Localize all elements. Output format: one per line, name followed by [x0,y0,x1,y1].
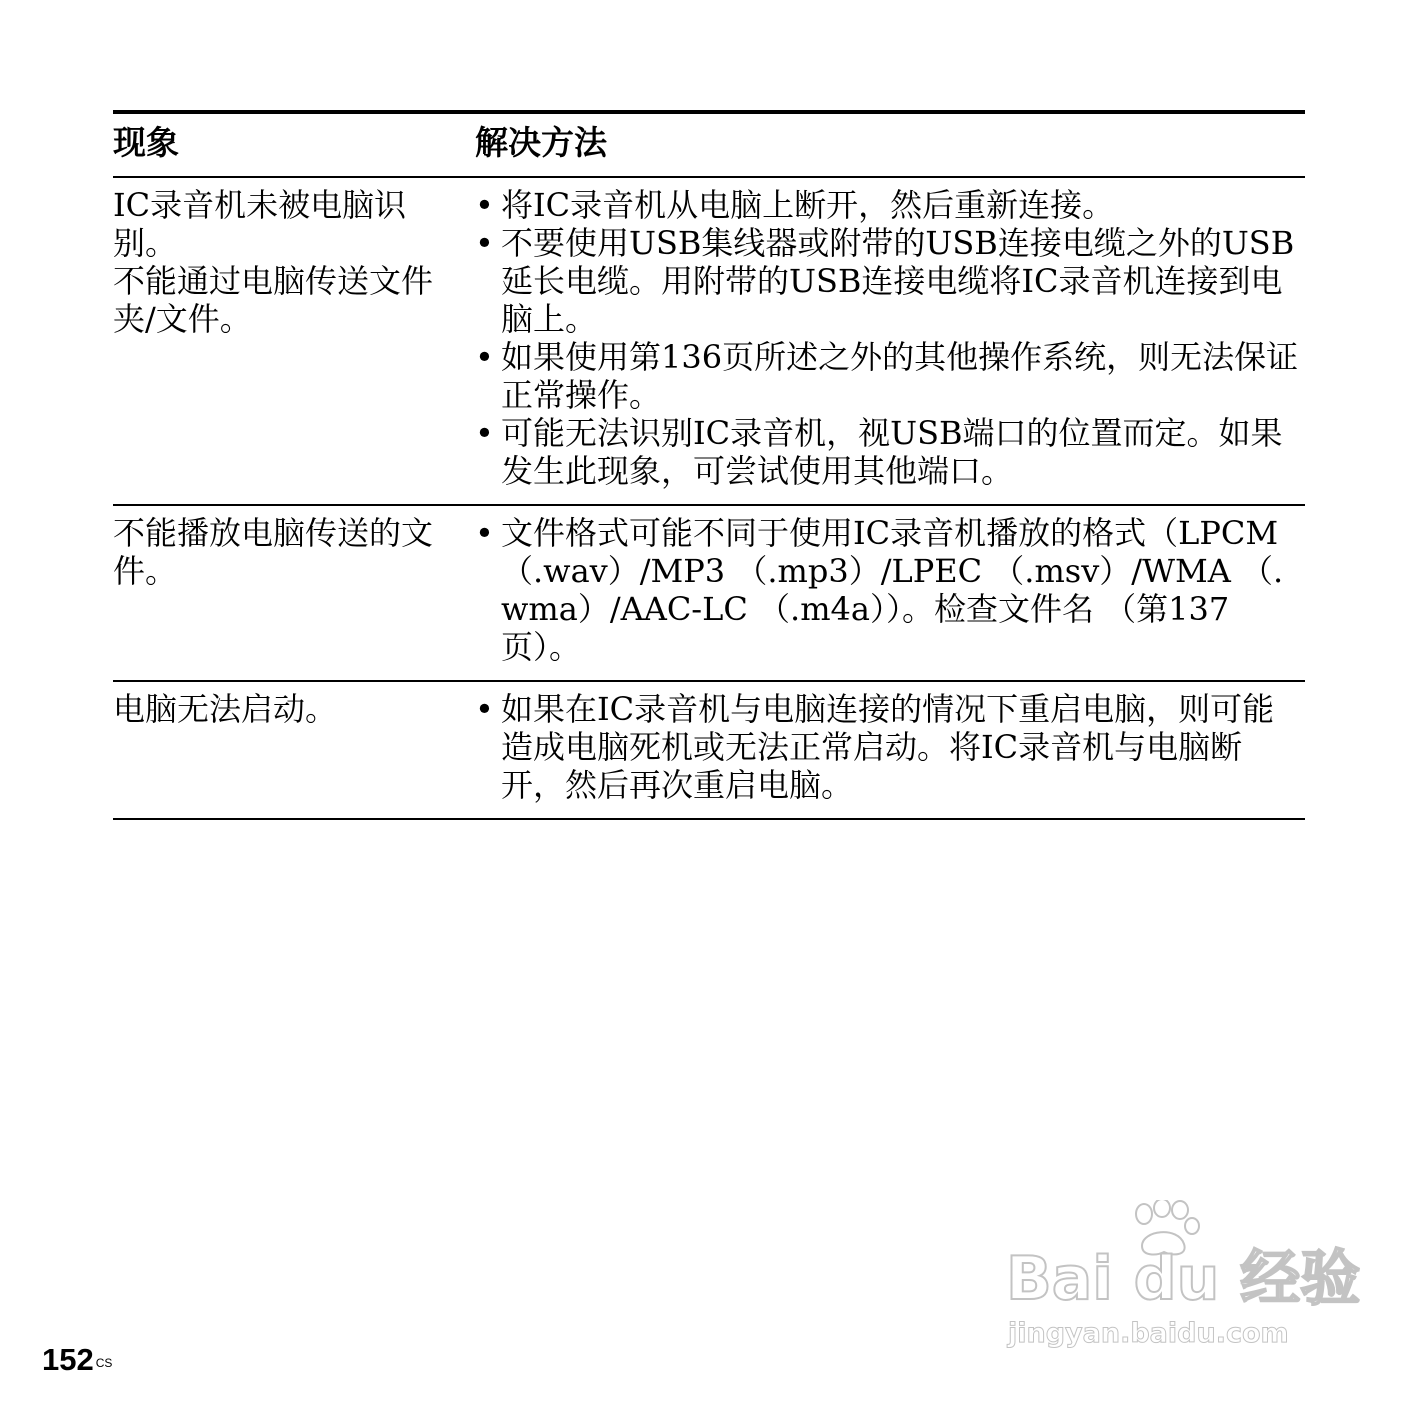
symptom-text: IC录音机未被电脑识别。 [113,186,407,262]
troubleshooting-table [113,114,1305,820]
solution-cell [475,177,1305,505]
page-number [42,1342,112,1378]
solution-item: • 如果使用第136页所述之外的其他操作系统，则无法保证正常操作。 [501,338,1305,414]
page-number-value: 152 [42,1342,94,1377]
solution-list [475,186,1305,490]
page-number-suffix: CS [95,1356,113,1370]
table-row [113,505,1305,681]
symptom-cell [113,505,475,681]
solution-cell [475,681,1305,819]
solution-item: • 将IC录音机从电脑上断开，然后重新连接。 [501,186,1305,224]
watermark-brand: Bai du 经验 [1006,1244,1361,1314]
symptom-cell [113,681,475,819]
solution-item: • 文件格式可能不同于使用IC录音机播放的格式（LPCM （.wav）/MP3 （.mp3）/LPEC （.msv）/WMA （.wma）/AAC-LC （.m4a））。检查文件名 （第137页）。 [501,514,1305,666]
symptom-cell [113,177,475,505]
solution-item: • 不要使用USB集线器或附带的USB连接电缆之外的USB延长电缆。用附带的USB连接电缆将IC录音机连接到电脑上。 [501,224,1305,338]
symptom-text: 不能通过电脑传送文件夹/文件。 [113,262,434,338]
solution-item: • 可能无法识别IC录音机，视USB端口的位置而定。如果发生此现象，可尝试使用其他端口。 [501,414,1305,490]
header-solution: 解决方法 [475,114,1305,177]
solution-cell [475,505,1305,681]
symptom-text: 电脑无法启动。 [113,690,338,728]
table-header-row [113,114,1305,177]
troubleshooting-table-container [113,110,1305,820]
baidu-watermark [1006,1200,1361,1370]
solution-item: • 如果在IC录音机与电脑连接的情况下重启电脑，则可能造成电脑死机或无法正常启动。将IC录音机与电脑断开，然后再次重启电脑。 [501,690,1305,804]
table-row [113,681,1305,819]
watermark-url: jingyan.baidu.com [1008,1318,1289,1349]
table-row [113,177,1305,505]
symptom-text: 不能播放电脑传送的文件。 [113,514,434,590]
solution-list [475,514,1305,666]
solution-list [475,690,1305,804]
header-symptom: 现象 [113,114,475,177]
